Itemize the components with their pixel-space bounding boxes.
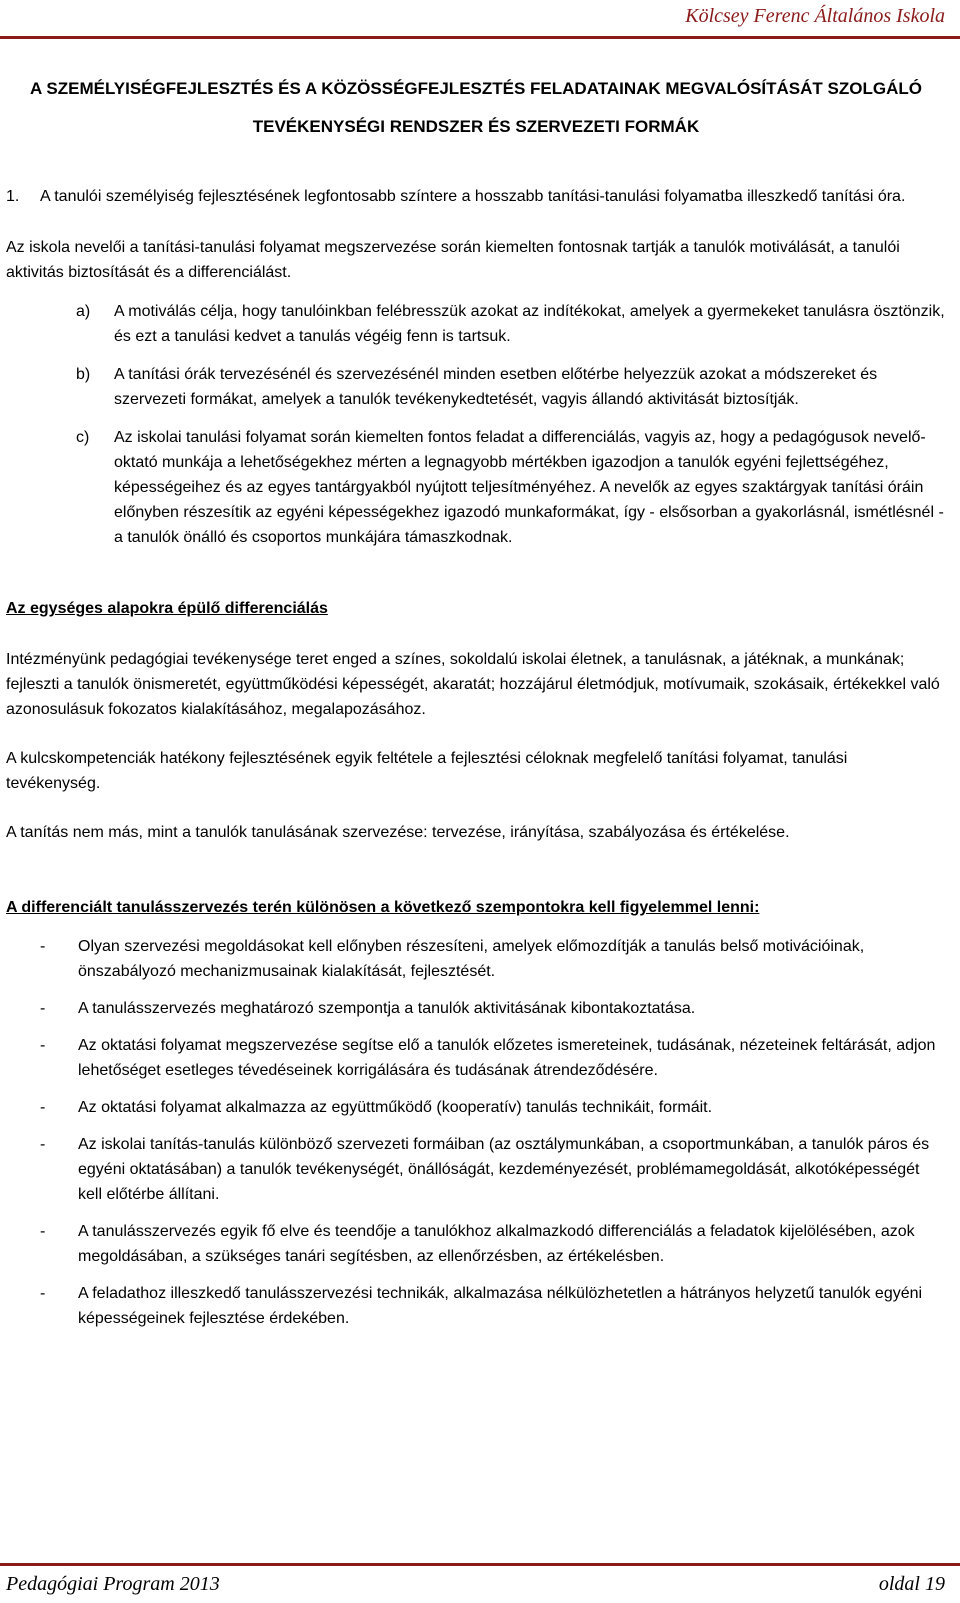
body-paragraph: Intézményünk pedagógiai tevékenysége teret enged a színes, sokoldalú iskolai életnek, a tanulásnak, a játéknak, a munkának; fejleszti a tanulók önismeretét, együttműködési képességét, akaratát; hozzájárul életmódjuk, motívumaik, szokásaik, értékekkel való azonosulásuk fokozatos kialakításához, megalapozásához. bbox=[6, 651, 940, 718]
list-item-text: A tanulásszervezés egyik fő elve és teendője a tanulókhoz alkalmazkodó differenciálás a feladatok kijelölésében, azok megoldásában, a szükséges tanári segítésben, az ellenőrzésben, az értékelésben. bbox=[78, 1223, 915, 1265]
list-marker: - bbox=[40, 938, 46, 955]
list-item bbox=[6, 996, 946, 1021]
document-title-line-2: TEVÉKENYSÉGI RENDSZER ÉS SZERVEZETI FORMÁK bbox=[252, 117, 700, 136]
point-text: A tanulói személyiség fejlesztésének legfontosabb színtere a hosszabb tanítási-tanulási folyamatba illeszkedő tanítási óra. bbox=[40, 188, 906, 205]
list-item bbox=[6, 1281, 946, 1331]
list-item bbox=[6, 1219, 946, 1269]
list-item bbox=[6, 362, 946, 412]
dashed-list bbox=[6, 934, 946, 1331]
list-item bbox=[6, 425, 946, 550]
list-item-text: Az iskolai tanulási folyamat során kiemelten fontos feladat a differenciálás, vagyis az, hogy a pedagógusok nevelő-oktató munkája a lehetőségekhez mérten a legnagyobb mértékben igazodjon a tanulók egyéni fejlettségéhez, képességeihez és az egyes tantárgyakból nyújtott teljesítményéhez. A nevelők az egyes szaktárgyak tanítási óráin előnyben részesítik az egyéni képességekhez igazodó munkaformákat, így - elsősorban a gyakorlásnál, ismétlésnél - a tanulók önálló és csoportos munkájára támaszkodnak. bbox=[114, 429, 944, 546]
document-title-line-1: A SZEMÉLYISÉGFEJLESZTÉS ÉS A KÖZÖSSÉGFEJLESZTÉS FELADATAINAK MEGVALÓSÍTÁSÁT SZOLGÁLÓ bbox=[30, 79, 922, 98]
list-item bbox=[6, 1095, 946, 1120]
list-item-text: Olyan szervezési megoldásokat kell előnyben részesíteni, amelyek előmozdítják a tanulás belső motivációinak, önszabályozó mechanizmusainak kialakítását, fejlesztését. bbox=[78, 938, 865, 980]
list-marker: - bbox=[40, 1136, 46, 1153]
list-item-text: A tanítási órák tervezésénél és szervezésénél minden esetben előtérbe helyezzük azokat a módszereket és szervezeti formákat, amelyek a tanulók tevékenykedtetését, vagyis állandó aktivitását biztosítják. bbox=[114, 366, 878, 408]
list-marker: - bbox=[40, 1037, 46, 1054]
footer-program-title: Pedagógiai Program 2013 bbox=[6, 1573, 220, 1595]
list-marker: - bbox=[40, 1223, 46, 1240]
document-content bbox=[6, 72, 946, 1343]
list-marker: b) bbox=[76, 366, 91, 383]
list-item bbox=[6, 299, 946, 349]
list-marker: c) bbox=[76, 429, 90, 446]
footer-page-number: oldal 19 bbox=[878, 1573, 945, 1595]
header-school-name: Kölcsey Ferenc Általános Iskola bbox=[685, 5, 945, 27]
list-marker: - bbox=[40, 1285, 46, 1302]
list-item bbox=[6, 934, 946, 984]
list-item-text: A tanulásszervezés meghatározó szempontja a tanulók aktivitásának kibontakoztatása. bbox=[78, 1000, 696, 1017]
list-marker: - bbox=[40, 1099, 46, 1116]
list-item-text: Az iskolai tanítás-tanulás különböző szervezeti formáiban (az osztálymunkában, a csoportmunkában, a tanulók páros és egyéni oktatásában) a tanulók tevékenységét, önállóságát, kezdeményezését, problémamegoldását, alkotóképességét kell előtérbe állítani. bbox=[78, 1136, 930, 1203]
lettered-list bbox=[6, 299, 946, 550]
section-heading-differentiation: Az egységes alapokra épülő differenciálás bbox=[6, 600, 328, 617]
numbered-point-1 bbox=[6, 184, 946, 209]
point-number: 1. bbox=[6, 188, 20, 205]
intro-paragraph: Az iskola nevelői a tanítási-tanulási folyamat megszervezése során kiemelten fontosnak tartják a tanulók motiválását, a tanulói aktivitás biztosítását és a differenciálást. bbox=[6, 239, 900, 281]
list-item-text: Az oktatási folyamat alkalmazza az együttműködő (kooperatív) tanulás technikáit, formáit. bbox=[78, 1099, 713, 1116]
list-item-text: A motiválás célja, hogy tanulóinkban felébresszük azokat az indítékokat, amelyek a gyermekeket tanulásra ösztönzik, és ezt a tanulási kedvet a tanulás végéig fenn is tartsuk. bbox=[114, 303, 945, 345]
page-footer bbox=[0, 1563, 960, 1603]
list-item bbox=[6, 1033, 946, 1083]
list-item-text: Az oktatási folyamat megszervezése segítse elő a tanulók előzetes ismereteinek, tudásának, nézeteinek feltárását, adjon lehetőséget esetleges tévedéseinek korrigálására és tudásának átrendeződésére. bbox=[78, 1037, 936, 1079]
list-marker: a) bbox=[76, 303, 91, 320]
page-header bbox=[0, 0, 960, 39]
section-heading-organization: A differenciált tanulásszervezés terén különösen a következő szempontokra kell figyelemmel lenni: bbox=[6, 899, 760, 916]
body-paragraph: A tanítás nem más, mint a tanulók tanulásának szervezése: tervezése, irányítása, szabályozása és értékelése. bbox=[6, 824, 790, 841]
list-item bbox=[6, 1132, 946, 1207]
list-marker: - bbox=[40, 1000, 46, 1017]
body-paragraph: A kulcskompetenciák hatékony fejlesztésének egyik feltétele a fejlesztési céloknak megfelelő tanítási folyamat, tanulási tevékenység. bbox=[6, 750, 848, 792]
list-item-text: A feladathoz illeszkedő tanulásszervezési technikák, alkalmazása nélkülözhetetlen a hátrányos helyzetű tanulók egyéni képességeinek fejlesztése érdekében. bbox=[78, 1285, 923, 1327]
